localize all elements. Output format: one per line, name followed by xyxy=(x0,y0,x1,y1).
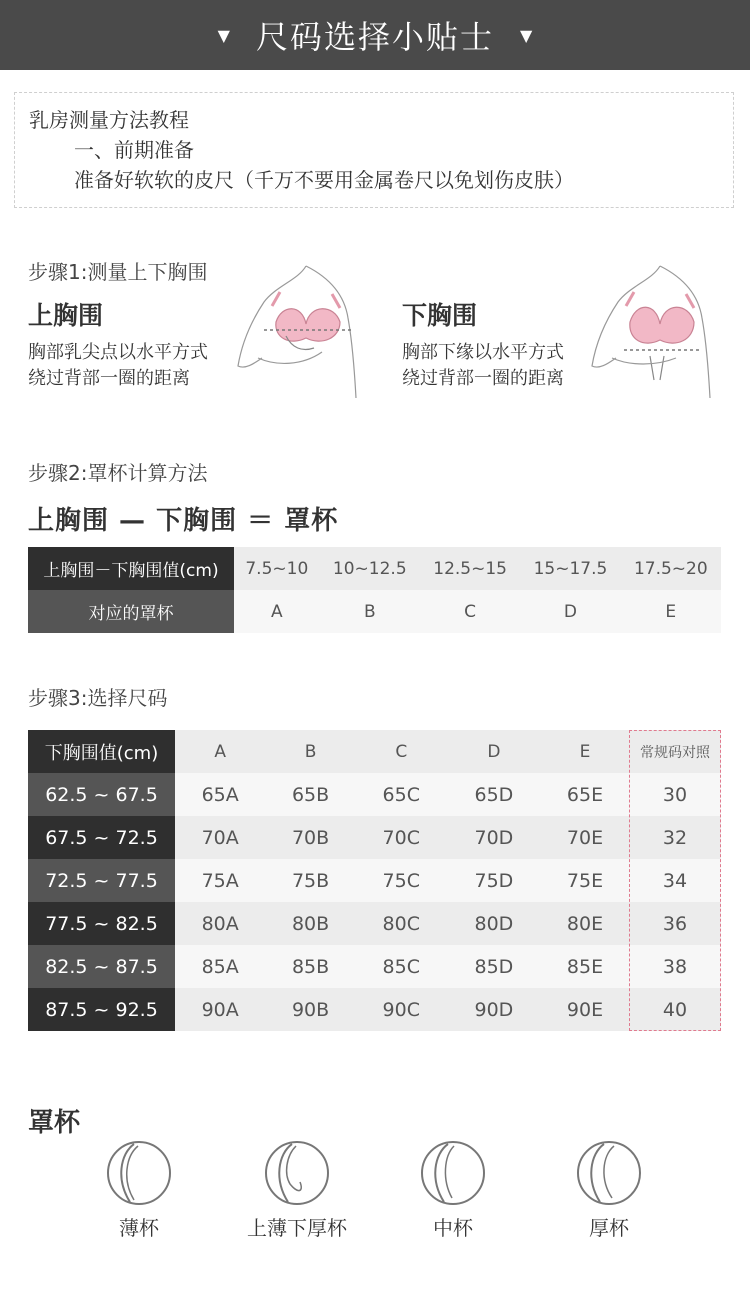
lower-bust-title: 下胸围 xyxy=(402,301,478,330)
lower-bust-figure-icon xyxy=(590,262,730,402)
thick-cup-icon xyxy=(576,1140,642,1206)
upper-bust-desc-line1: 胸部乳尖点以水平方式 xyxy=(28,342,208,363)
cup-type-label: 中杯 xyxy=(433,1216,473,1240)
size-cell: 75C xyxy=(356,859,447,902)
size-range-cell: 87.5 ~ 92.5 xyxy=(28,988,175,1031)
step1-title: 步骤1:测量上下胸围 xyxy=(28,260,208,284)
cup-calc-diff-header: 上胸围－下胸围值(cm) xyxy=(28,547,234,590)
cup-calc-diff-cell: 15~17.5 xyxy=(520,547,620,590)
conv-size-cell: 32 xyxy=(629,816,721,859)
size-cell: 85A xyxy=(175,945,265,988)
size-range-cell: 82.5 ~ 87.5 xyxy=(28,945,175,988)
size-range-cell: 62.5 ~ 67.5 xyxy=(28,773,175,816)
size-cell: 90C xyxy=(356,988,447,1031)
size-cell: 75D xyxy=(447,859,541,902)
page-header xyxy=(0,0,750,70)
table-row xyxy=(28,902,721,945)
size-cell: 75E xyxy=(541,859,629,902)
size-table-cup-header: B xyxy=(265,730,355,773)
conv-size-cell: 34 xyxy=(629,859,721,902)
conv-size-cell: 40 xyxy=(629,988,721,1031)
size-table-cup-header: D xyxy=(447,730,541,773)
size-cell: 90B xyxy=(265,988,355,1031)
size-cell: 70D xyxy=(447,816,541,859)
size-cell: 65C xyxy=(356,773,447,816)
medium-cup-icon xyxy=(420,1140,486,1206)
size-range-cell: 77.5 ~ 82.5 xyxy=(28,902,175,945)
size-cell: 85E xyxy=(541,945,629,988)
caret-right-icon: ▼ xyxy=(520,25,533,45)
size-cell: 65E xyxy=(541,773,629,816)
lower-bust-desc-line1: 胸部下缘以水平方式 xyxy=(402,342,564,363)
upper-bust-figure-icon xyxy=(236,262,376,402)
size-table-conv-header: 常规码对照 xyxy=(629,730,721,773)
conv-size-cell: 36 xyxy=(629,902,721,945)
intro-box xyxy=(14,92,734,208)
size-table-cup-header: C xyxy=(356,730,447,773)
table-row xyxy=(28,816,721,859)
thin-top-thick-bottom-cup-icon xyxy=(264,1140,330,1206)
cup-type-thin-top-thick-bottom xyxy=(222,1140,372,1241)
cup-formula: 上胸围 — 下胸围 ＝ 罩杯 xyxy=(28,506,339,536)
table-row xyxy=(28,859,721,902)
size-range-cell: 67.5 ~ 72.5 xyxy=(28,816,175,859)
intro-line-3: 准备好软软的皮尺（千万不要用金属卷尺以免划伤皮肤） xyxy=(74,168,574,192)
cup-calc-cup-cell: C xyxy=(420,590,520,633)
caret-left-icon: ▼ xyxy=(217,25,230,45)
table-row xyxy=(28,945,721,988)
thin-cup-icon xyxy=(106,1140,172,1206)
cup-calc-diff-row xyxy=(28,547,721,590)
size-cell: 75B xyxy=(265,859,355,902)
size-cell: 90E xyxy=(541,988,629,1031)
cup-calc-diff-cell: 10~12.5 xyxy=(320,547,420,590)
size-cell: 85D xyxy=(447,945,541,988)
size-cell: 85B xyxy=(265,945,355,988)
conv-size-cell: 38 xyxy=(629,945,721,988)
intro-line-2: 一、前期准备 xyxy=(74,138,194,162)
lower-bust-block xyxy=(402,296,564,392)
upper-bust-title: 上胸围 xyxy=(28,301,104,330)
size-cell: 85C xyxy=(356,945,447,988)
size-cell: 65A xyxy=(175,773,265,816)
upper-bust-desc-line2: 绕过背部一圈的距离 xyxy=(28,368,190,389)
cup-calc-cup-cell: D xyxy=(520,590,620,633)
cup-calc-cup-cell: E xyxy=(621,590,721,633)
cup-calc-cup-header: 对应的罩杯 xyxy=(28,590,234,633)
size-cell: 75A xyxy=(175,859,265,902)
upper-bust-block xyxy=(28,296,208,392)
size-cell: 80D xyxy=(447,902,541,945)
intro-line-1: 乳房测量方法教程 xyxy=(29,108,189,132)
step2-title: 步骤2:罩杯计算方法 xyxy=(28,461,208,485)
size-cell: 90D xyxy=(447,988,541,1031)
table-row xyxy=(28,988,721,1031)
size-cell: 80E xyxy=(541,902,629,945)
lower-bust-desc xyxy=(402,340,564,392)
conv-size-cell: 30 xyxy=(629,773,721,816)
cup-calc-table xyxy=(28,547,721,633)
size-cell: 70E xyxy=(541,816,629,859)
cup-section-title: 罩杯 xyxy=(28,1108,81,1138)
cup-calc-diff-cell: 17.5~20 xyxy=(621,547,721,590)
cup-type-thin xyxy=(64,1140,214,1241)
page-title: 尺码选择小贴士 xyxy=(255,18,494,56)
size-range-cell: 72.5 ~ 77.5 xyxy=(28,859,175,902)
size-cell: 90A xyxy=(175,988,265,1031)
size-cell: 80A xyxy=(175,902,265,945)
cup-calc-cup-cell: A xyxy=(234,590,320,633)
cup-type-label: 厚杯 xyxy=(589,1216,629,1240)
cup-calc-cup-row xyxy=(28,590,721,633)
size-table-corner: 下胸围值(cm) xyxy=(28,730,175,773)
cup-calc-cup-cell: B xyxy=(320,590,420,633)
step3-title: 步骤3:选择尺码 xyxy=(28,686,168,710)
size-cell: 80C xyxy=(356,902,447,945)
cup-calc-diff-cell: 7.5~10 xyxy=(234,547,320,590)
cup-type-medium xyxy=(378,1140,528,1241)
table-row xyxy=(28,773,721,816)
size-cell: 65D xyxy=(447,773,541,816)
cup-type-label: 上薄下厚杯 xyxy=(247,1216,347,1240)
size-cell: 80B xyxy=(265,902,355,945)
cup-calc-diff-cell: 12.5~15 xyxy=(420,547,520,590)
upper-bust-desc xyxy=(28,340,208,392)
size-table-cup-header: A xyxy=(175,730,265,773)
cup-type-thick xyxy=(534,1140,684,1241)
lower-bust-desc-line2: 绕过背部一圈的距离 xyxy=(402,368,564,389)
size-cell: 70A xyxy=(175,816,265,859)
size-table xyxy=(28,730,721,1031)
size-cell: 70C xyxy=(356,816,447,859)
size-table-cup-header: E xyxy=(541,730,629,773)
size-cell: 65B xyxy=(265,773,355,816)
size-table-header-row xyxy=(28,730,721,773)
cup-type-label: 薄杯 xyxy=(119,1216,159,1240)
size-cell: 70B xyxy=(265,816,355,859)
